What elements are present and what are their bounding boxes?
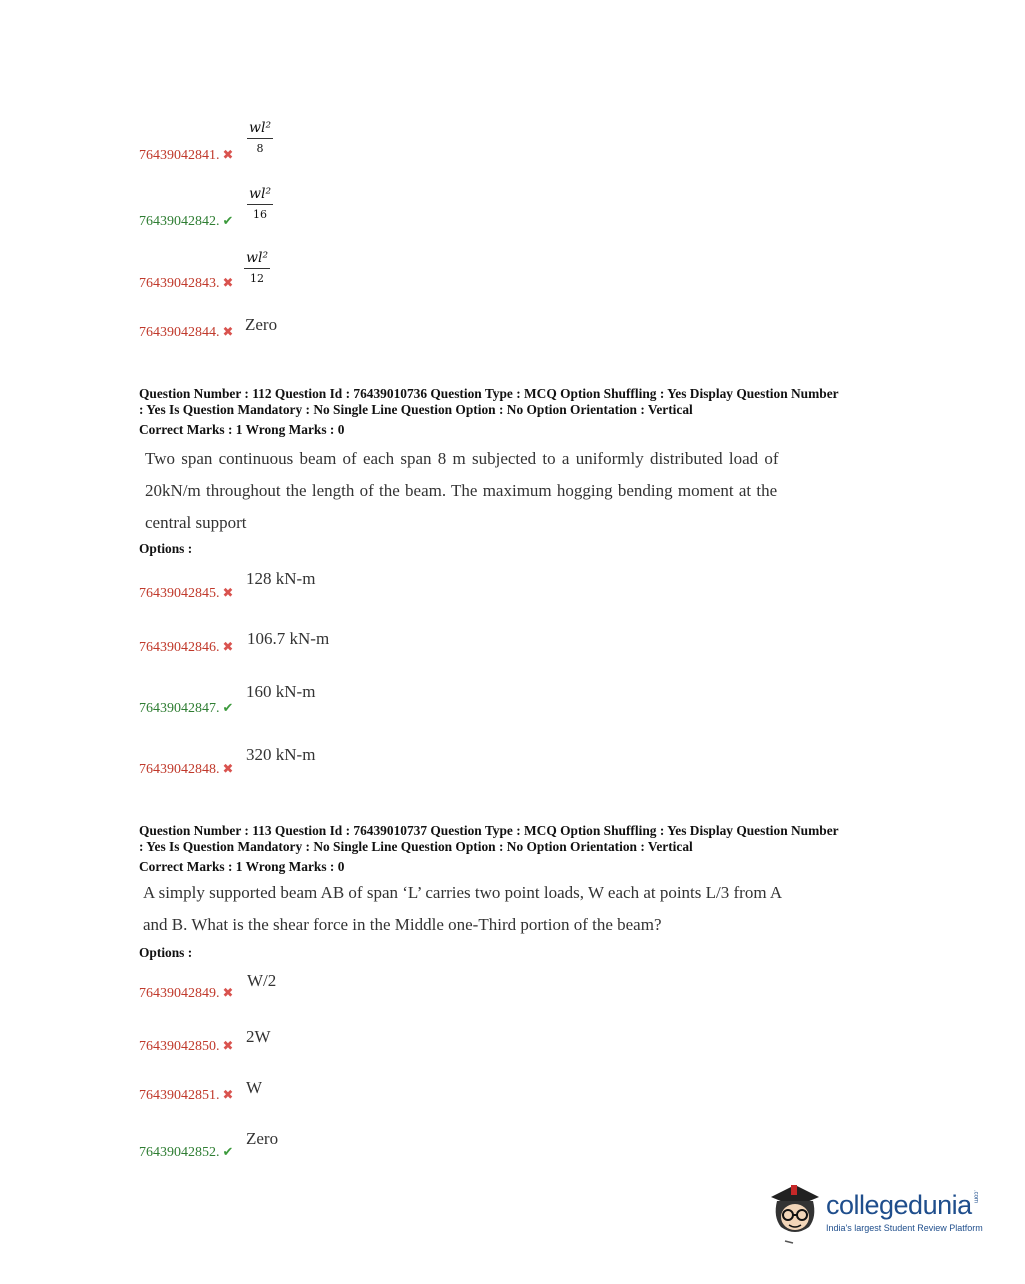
logo-com: .com — [972, 1189, 979, 1203]
option-text: 160 kN-m — [246, 682, 316, 701]
wrong-mark-icon: ✖ — [222, 639, 234, 654]
option-text: 2W — [246, 1027, 271, 1046]
wrong-mark-icon: ✖ — [222, 324, 234, 339]
wrong-mark-icon: ✖ — [222, 147, 234, 162]
option-text: Zero — [246, 1129, 279, 1148]
options-label: Options : — [139, 541, 193, 556]
option-id: 76439042848. — [139, 762, 220, 777]
wrong-mark-icon: ✖ — [222, 985, 234, 1000]
collegedunia-logo — [767, 1177, 983, 1245]
option-id: 76439042846. — [139, 640, 220, 655]
correct-check-icon: ✔ — [222, 213, 234, 228]
option-text: 320 kN-m — [246, 745, 316, 764]
wrong-mark-icon: ✖ — [222, 761, 234, 776]
fraction: wl² 8 — [249, 120, 272, 155]
question-112-meta: Question Number : 112 Question Id : 76439010736 Question Type : MCQ Option Shuffling : Yes Display Question Number : Yes Is Question Mandatory : No Single Line Question Option : No Option Orientation : Vertical Correct Marks : 1 Wrong Marks : 0 — [139, 386, 909, 438]
option-id: 76439042844. — [139, 325, 220, 340]
option-text: 128 kN-m — [246, 569, 316, 588]
option-id: 76439042849. — [139, 986, 220, 1001]
correct-check-icon: ✔ — [222, 1144, 234, 1159]
question-113-marks: Correct Marks : 1 Wrong Marks : 0 — [139, 859, 345, 874]
fraction: wl² 16 — [249, 186, 272, 221]
option-id: 76439042850. — [139, 1039, 220, 1054]
question-113-meta: Question Number : 113 Question Id : 76439010737 Question Type : MCQ Option Shuffling : Yes Display Question Number : Yes Is Question Mandatory : No Single Line Question Option : No Option Orientation : Vertical Correct Marks : 1 Wrong Marks : 0 — [139, 823, 909, 875]
option-text: W/2 — [247, 971, 277, 990]
option-id: 76439042841. — [139, 148, 220, 163]
question-113-text: A simply supported beam AB of span ‘L’ carries two point loads, W each at points L/3 from A and B. What is the shear force in the Middle one-Third portion of the beam? — [143, 883, 783, 934]
option-id: 76439042843. — [139, 276, 220, 291]
mascot-icon — [767, 1177, 823, 1245]
option-id: 76439042845. — [139, 586, 220, 601]
option-text: Zero — [245, 315, 278, 334]
option-text: 106.7 kN-m — [247, 629, 330, 648]
question-112-marks: Correct Marks : 1 Wrong Marks : 0 — [139, 422, 345, 437]
fraction: wl² 12 — [246, 250, 269, 285]
options-label: Options : — [139, 945, 193, 960]
question-112-text: Two span continuous beam of each span 8 m subjected to a uniformly distributed load of 20kN/m throughout the length of the beam. The maximum hogging bending moment at the central support — [145, 449, 779, 532]
wrong-mark-icon: ✖ — [222, 275, 234, 290]
option-id: 76439042847. — [139, 701, 220, 716]
wrong-mark-icon: ✖ — [222, 1038, 234, 1053]
option-id: 76439042851. — [139, 1088, 220, 1103]
logo-name: collegedunia — [826, 1189, 972, 1220]
correct-check-icon: ✔ — [222, 700, 234, 715]
option-text: W — [246, 1078, 263, 1097]
option-id: 76439042852. — [139, 1145, 220, 1160]
wrong-mark-icon: ✖ — [222, 1087, 234, 1102]
wrong-mark-icon: ✖ — [222, 585, 234, 600]
logo-tagline: India's largest Student Review Platform — [826, 1222, 983, 1233]
option-id: 76439042842. — [139, 214, 220, 229]
